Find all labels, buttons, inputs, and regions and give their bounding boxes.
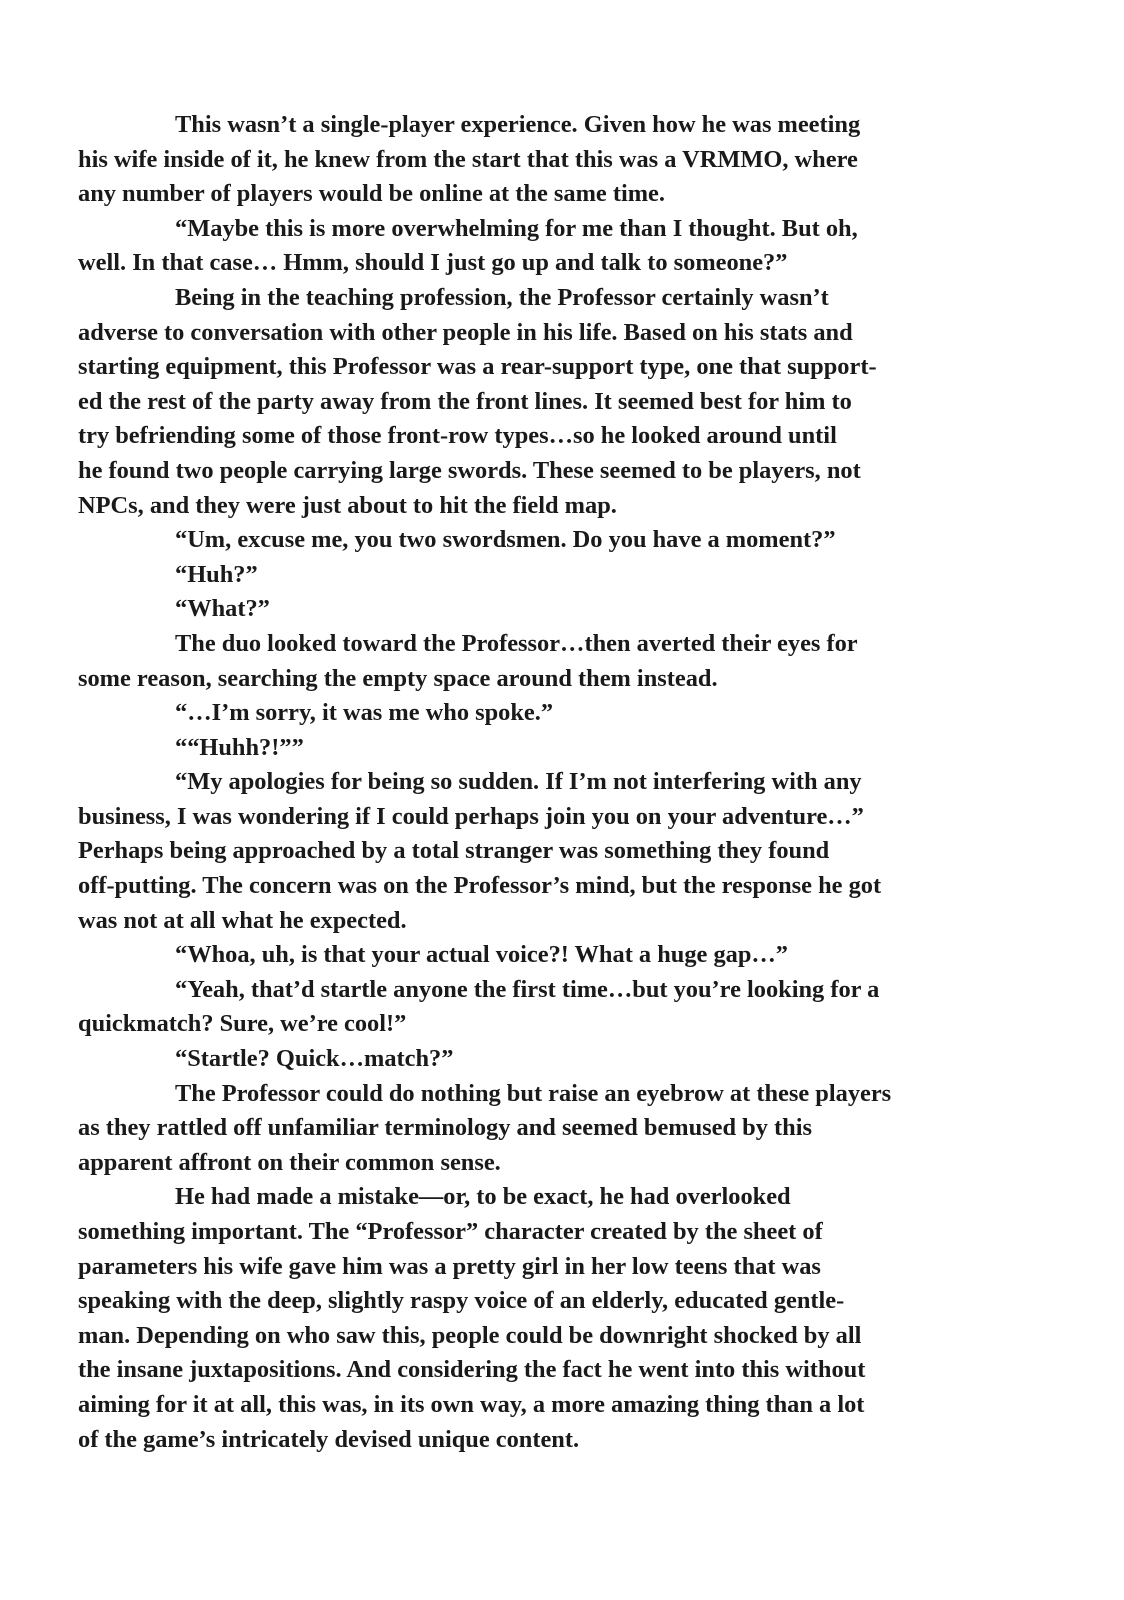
text-line: parameters his wife gave him was a pretty girl in her low teens that was [78,1252,821,1280]
text-line: off-putting. The concern was on the Professor’s mind, but the response he got [78,872,882,900]
page-body [78,108,983,1457]
text-line: any number of players would be online at the same time. [78,180,665,208]
text-line: “Um, excuse me, you two swordsmen. Do you have a moment?” [175,526,836,554]
text-line: well. In that case… Hmm, should I just go up and talk to someone?” [78,249,788,277]
text-line: The Professor could do nothing but raise an eyebrow at these players [175,1079,892,1107]
text-line: “What?” [175,595,270,623]
text-line: NPCs, and they were just about to hit the field map. [78,491,617,519]
text-line: the insane juxtapositions. And considering the fact he went into this without [78,1356,866,1384]
text-line: “…I’m sorry, it was me who spoke.” [175,699,554,727]
text-line: his wife inside of it, he knew from the start that this was a VRMMO, where [78,145,858,173]
text-line: The duo looked toward the Professor…then averted their eyes for [175,629,858,657]
text-line: This wasn’t a single-player experience. Given how he was meeting [175,111,861,138]
text-line: apparent affront on their common sense. [78,1148,501,1176]
text-line: aiming for it at all, this was, in its own way, a more amazing thing than a lot [78,1390,865,1418]
text-line: “Huh?” [175,560,258,588]
text-line: quickmatch? Sure, we’re cool!” [78,1010,407,1038]
text-line: was not at all what he expected. [78,906,407,934]
text-line: starting equipment, this Professor was a rear-support type, one that support- [78,353,877,381]
text-line: Perhaps being approached by a total stranger was something they found [78,837,830,865]
text-line: “Yeah, that’d startle anyone the first time…but you’re looking for a [175,975,880,1003]
text-line: “My apologies for being so sudden. If I’m not interfering with any [175,768,862,796]
text-line: some reason, searching the empty space around them instead. [78,664,718,692]
text-line: “Whoa, uh, is that your actual voice?! What a huge gap…” [175,941,788,969]
text-line: man. Depending on who saw this, people could be downright shocked by all [78,1321,862,1349]
text-line: business, I was wondering if I could perhaps join you on your adventure…” [78,802,864,830]
text-line: of the game’s intricately devised unique content. [78,1425,580,1453]
text-line: ““Huhh?!”” [175,733,304,761]
text-line: ed the rest of the party away from the front lines. It seemed best for him to [78,387,852,415]
text-line: as they rattled off unfamiliar terminology and seemed bemused by this [78,1114,812,1142]
text-line: “Maybe this is more overwhelming for me than I thought. But oh, [175,214,858,242]
text-line: “Startle? Quick…match?” [175,1045,454,1073]
text-line: He had made a mistake—or, to be exact, he had overlooked [175,1183,791,1211]
text-line: try befriending some of those front-row types…so he looked around until [78,422,837,450]
text-line: something important. The “Professor” character created by the sheet of [78,1218,823,1245]
text-line: Being in the teaching profession, the Professor certainly wasn’t [175,283,829,311]
text-line: speaking with the deep, slightly raspy voice of an elderly, educated gentle- [78,1287,845,1315]
text-line: he found two people carrying large swords. These seemed to be players, not [78,456,861,484]
text-line: adverse to conversation with other people in his life. Based on his stats and [78,318,853,346]
